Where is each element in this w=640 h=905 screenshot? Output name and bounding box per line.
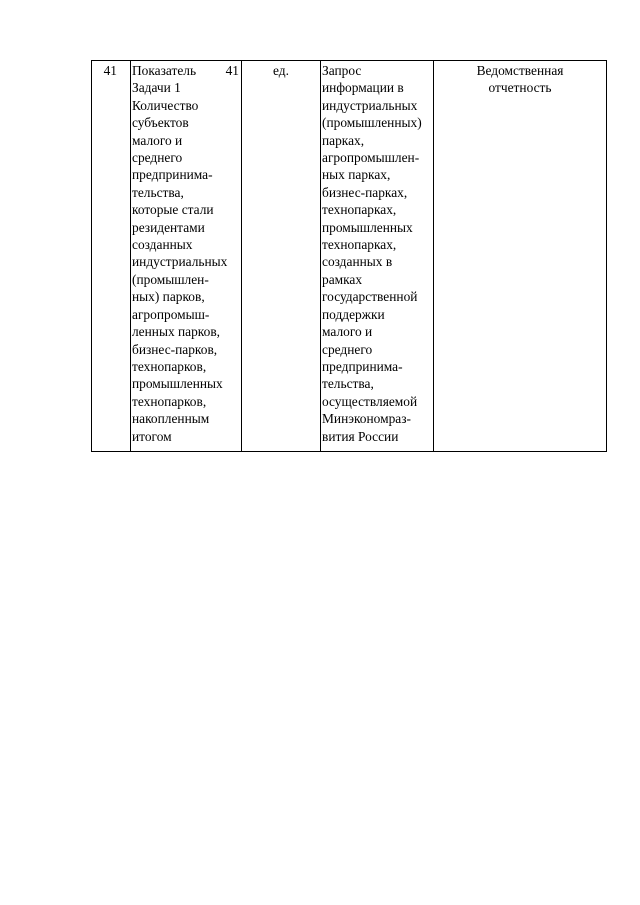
row-number-cell (92, 61, 131, 452)
indicator-text-line: ленных парков, (132, 324, 220, 340)
source-text (435, 62, 605, 97)
indicator-ref-number: 41 (225, 63, 239, 78)
indicator-table (91, 60, 607, 452)
indicator-text-line: тельства, (132, 184, 184, 200)
indicator-word: Показатель (132, 63, 197, 78)
indicator-text-line: предпринима- (132, 167, 213, 183)
method-text-line: индустриальных (322, 97, 418, 113)
indicator-text-line: технопарков, (132, 358, 207, 374)
indicator-text-line: (промышлен- (132, 271, 209, 287)
method-text-line: малого и (322, 324, 373, 340)
method-text-line: вития России (322, 428, 399, 444)
indicator-text-line: субъектов (132, 115, 189, 131)
unit-cell (242, 61, 321, 452)
unit-text: ед. (273, 63, 289, 78)
method-text-line: агропромышлен- (322, 150, 420, 166)
method-text-line: ных парках, (322, 167, 391, 183)
source-text-line: отчетность (488, 80, 552, 96)
method-text-line: предпринима- (322, 358, 403, 374)
method-text (322, 62, 432, 445)
method-cell (321, 61, 434, 452)
method-text-line: промышленных (322, 219, 413, 235)
indicator-text-line: малого и (132, 132, 183, 148)
method-text-line: поддержки (322, 306, 385, 322)
method-text-line: парках, (322, 132, 365, 148)
indicator-text-line: итогом (132, 428, 172, 444)
indicator-text-line: Количество (132, 97, 199, 113)
indicator-cell (131, 61, 242, 452)
indicator-text-line: которые стали (132, 202, 214, 218)
indicator-text-line: бизнес-парков, (132, 341, 218, 357)
indicator-text-line: индустриальных (132, 254, 228, 270)
indicator-text-line: промышленных (132, 376, 223, 392)
indicator-text (132, 79, 240, 445)
method-text-line: рамках (322, 271, 363, 287)
method-text-line: созданных в (322, 254, 393, 270)
indicator-text-line: среднего (132, 150, 183, 166)
method-text-line: осуществляемой (322, 393, 418, 409)
indicator-text-line: Задачи 1 (132, 80, 181, 96)
table-row (92, 61, 607, 452)
method-text-line: (промышленных) (322, 115, 422, 131)
method-text-line: технопарках, (322, 202, 397, 218)
method-text-line: информации в (322, 80, 404, 96)
indicator-text-line: накопленным (132, 411, 210, 427)
row-number: 41 (103, 63, 117, 78)
indicator-text-line: технопарков, (132, 393, 207, 409)
source-cell (434, 61, 607, 452)
method-text-line: Запрос (322, 63, 362, 78)
indicator-text-line: ных) парков, (132, 289, 205, 305)
indicator-text-line: резидентами (132, 219, 205, 235)
method-text-line: среднего (322, 341, 373, 357)
method-text-line: бизнес-парках, (322, 184, 408, 200)
method-text-line: технопарках, (322, 237, 397, 253)
indicator-text-line: агропромыш- (132, 306, 210, 322)
source-text-line: Ведомственная (476, 63, 564, 78)
method-text-line: Минэкономраз- (322, 411, 411, 427)
indicator-text-line: созданных (132, 237, 193, 253)
method-text-line: тельства, (322, 376, 374, 392)
method-text-line: государственной (322, 289, 418, 305)
indicator-first-line (132, 62, 240, 79)
